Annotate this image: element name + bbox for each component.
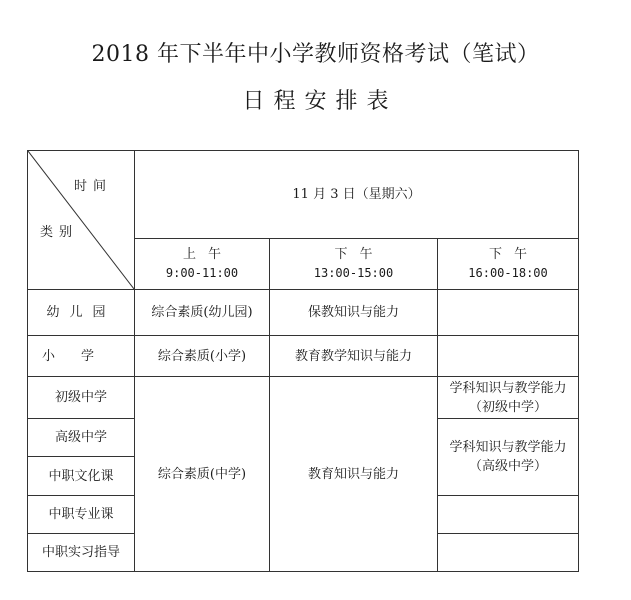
session-header-afternoon-1 [270,239,438,290]
schedule-table [27,150,579,572]
cell-primary-afternoon-2 [438,336,579,377]
cell-primary-afternoon-1: 教育教学知识与能力 [270,336,438,377]
session-label: 上午 [182,247,233,262]
cell-text-line: 学科知识与教学能力 [449,380,567,396]
session-label: 下午 [334,247,385,262]
session-header-morning [135,239,270,290]
exam-date-cell: 11 月 3 日（星期六） [135,151,579,239]
cell-kindergarten-afternoon-2 [438,290,579,336]
session-header-afternoon-2 [438,239,579,290]
cell-vocational-major-afternoon-2 [438,496,579,534]
category-senior-middle: 高级中学 [28,419,135,457]
cell-text-line: （初级中学） [469,399,548,415]
cell-text-line: 学科知识与教学能力 [449,440,567,455]
corner-time-label: 时间 [73,179,112,194]
page-subtitle: 日程安排表 [242,89,398,114]
category-primary: 小学 [28,336,135,377]
category-vocational-culture: 中职文化课 [28,457,135,496]
session-label: 下午 [489,247,540,262]
session-time: 16:00-18:00 [468,266,548,280]
cell-vocational-practice-afternoon-2 [438,534,579,572]
session-time: 13:00-15:00 [313,266,394,280]
cell-kindergarten-afternoon-1: 保教知识与能力 [270,290,438,336]
corner-category-label: 类别 [40,225,79,240]
page-title: 2018 年下半年中小学教师资格考试（笔试） [91,42,540,67]
category-vocational-major: 中职专业课 [28,496,135,534]
category-junior-middle: 初级中学 [28,377,135,419]
diagonal-divider [28,151,134,289]
cell-text-line: （高级中学） [469,459,548,474]
cell-junior-afternoon-2 [438,377,579,419]
corner-header-cell [28,151,135,290]
cell-secondary-morning: 综合素质(中学) [135,377,270,572]
category-vocational-practice: 中职实习指导 [28,534,135,572]
session-time: 9:00-11:00 [165,266,239,280]
cell-senior-afternoon-2 [438,419,579,496]
cell-kindergarten-morning: 综合素质(幼儿园) [135,290,270,336]
category-kindergarten: 幼儿园 [28,290,135,336]
cell-secondary-afternoon-1: 教育知识与能力 [270,377,438,572]
cell-primary-morning: 综合素质(小学) [135,336,270,377]
